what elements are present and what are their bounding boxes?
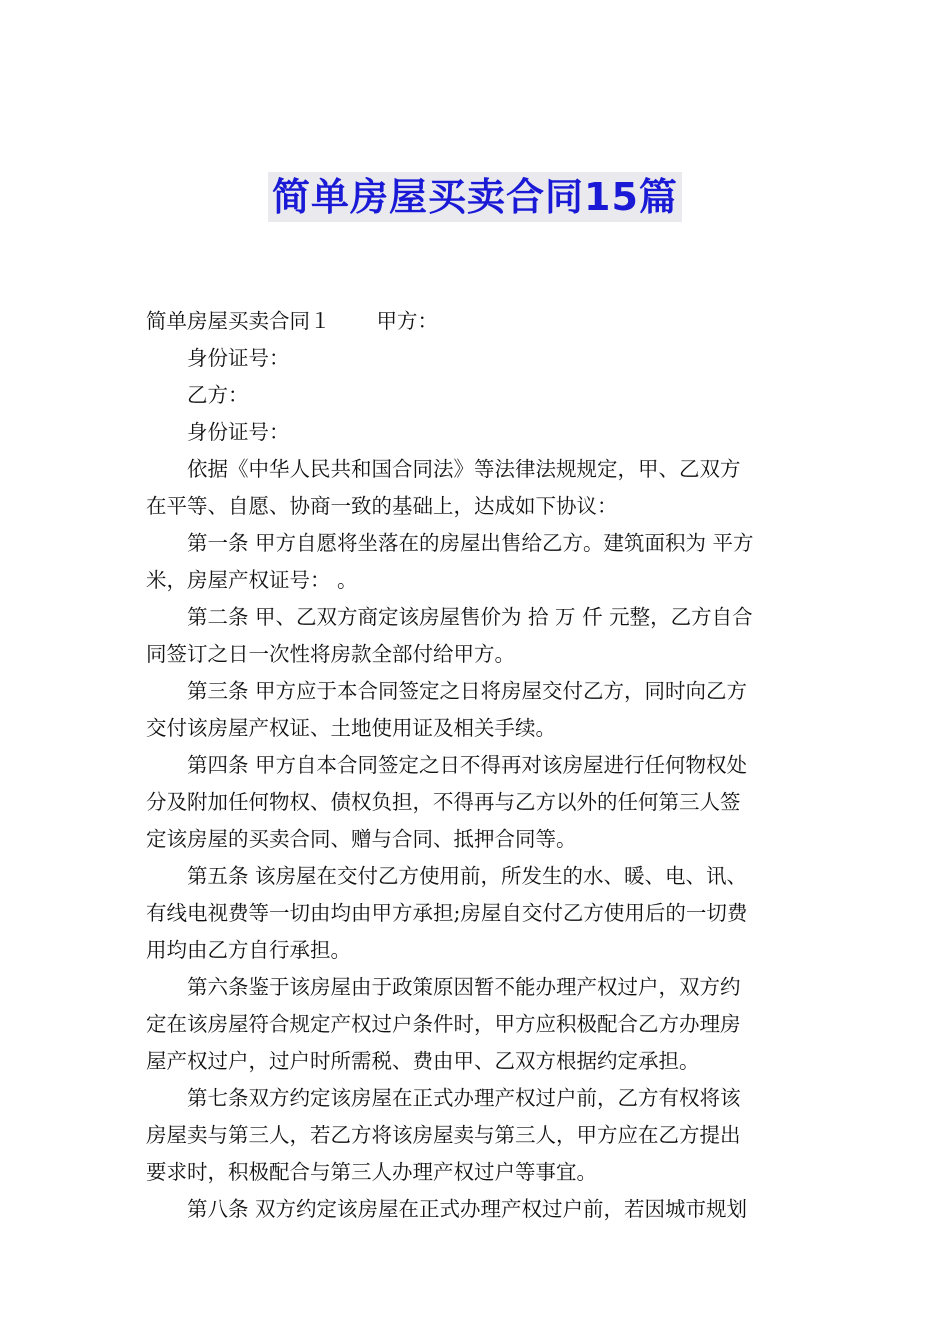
document-title: 简单房屋买卖合同15篇	[268, 172, 682, 222]
paragraph-line: 用均由乙方自行承担。	[146, 938, 351, 962]
paragraph	[146, 525, 806, 599]
paragraph-line: 在平等、自愿、协商一致的基础上，达成如下协议：	[146, 494, 618, 518]
paragraph-line: 定该房屋的买卖合同、赠与合同、抵押合同等。	[146, 827, 577, 851]
paragraph-line: 分及附加任何物权、债权负担，不得再与乙方以外的任何第三人签	[146, 790, 741, 814]
title-wrap	[0, 172, 950, 222]
section-title: 简单房屋买卖合同１	[146, 309, 331, 333]
paragraph-line: 要求时，积极配合与第三人办理产权过户等事宜。	[146, 1160, 597, 1184]
paragraph-line: 有线电视费等一切由均由甲方承担;房屋自交付乙方使用后的一切费	[146, 901, 748, 925]
paragraph	[146, 673, 806, 747]
paragraph-line: 米，房屋产权证号： 。	[146, 568, 358, 592]
paragraph-line: 身份证号：	[187, 346, 290, 370]
paragraph	[146, 747, 806, 858]
paragraph-line: 屋产权过户，过户时所需税、费由甲、乙双方根据约定承担。	[146, 1049, 700, 1073]
paragraph-line: 第六条鉴于该房屋由于政策原因暂不能办理产权过户，双方约	[187, 975, 741, 999]
paragraph-line: 第四条 甲方自本合同签定之日不得再对该房屋进行任何物权处	[187, 753, 748, 777]
paragraph	[146, 340, 806, 377]
paragraph-line: 第五条 该房屋在交付乙方使用前，所发生的水、暖、电、讯、	[187, 864, 748, 888]
document-body	[146, 303, 806, 1228]
paragraph-line: 乙方：	[187, 383, 249, 407]
paragraph	[146, 858, 806, 969]
paragraph-line: 交付该房屋产权证、土地使用证及相关手续。	[146, 716, 556, 740]
party-a-label: 甲方：	[376, 309, 438, 333]
paragraph-line: 第八条 双方约定该房屋在正式办理产权过户前，若因城市规划	[187, 1197, 748, 1221]
paragraph-line: 依据《中华人民共和国合同法》等法律法规规定，甲、乙双方	[187, 457, 741, 481]
paragraph	[146, 1191, 806, 1228]
paragraph-line: 第二条 甲、乙双方商定该房屋售价为 拾 万 仟 元整，乙方自合	[187, 605, 753, 629]
paragraph-line: 第三条 甲方应于本合同签定之日将房屋交付乙方，同时向乙方	[187, 679, 748, 703]
heading-line	[146, 303, 806, 340]
paragraph	[146, 451, 806, 525]
paragraph-line: 定在该房屋符合规定产权过户条件时，甲方应积极配合乙方办理房	[146, 1012, 741, 1036]
paragraph-line: 第一条 甲方自愿将坐落在的房屋出售给乙方。建筑面积为 平方	[187, 531, 754, 555]
paragraph-line: 房屋卖与第三人，若乙方将该房屋卖与第三人，甲方应在乙方提出	[146, 1123, 741, 1147]
paragraph-line: 身份证号：	[187, 420, 290, 444]
paragraph	[146, 599, 806, 673]
paragraph	[146, 969, 806, 1080]
paragraph	[146, 377, 806, 414]
paragraph-line: 第七条双方约定该房屋在正式办理产权过户前，乙方有权将该	[187, 1086, 741, 1110]
paragraph	[146, 414, 806, 451]
paragraph	[146, 1080, 806, 1191]
paragraph-line: 同签订之日一次性将房款全部付给甲方。	[146, 642, 515, 666]
